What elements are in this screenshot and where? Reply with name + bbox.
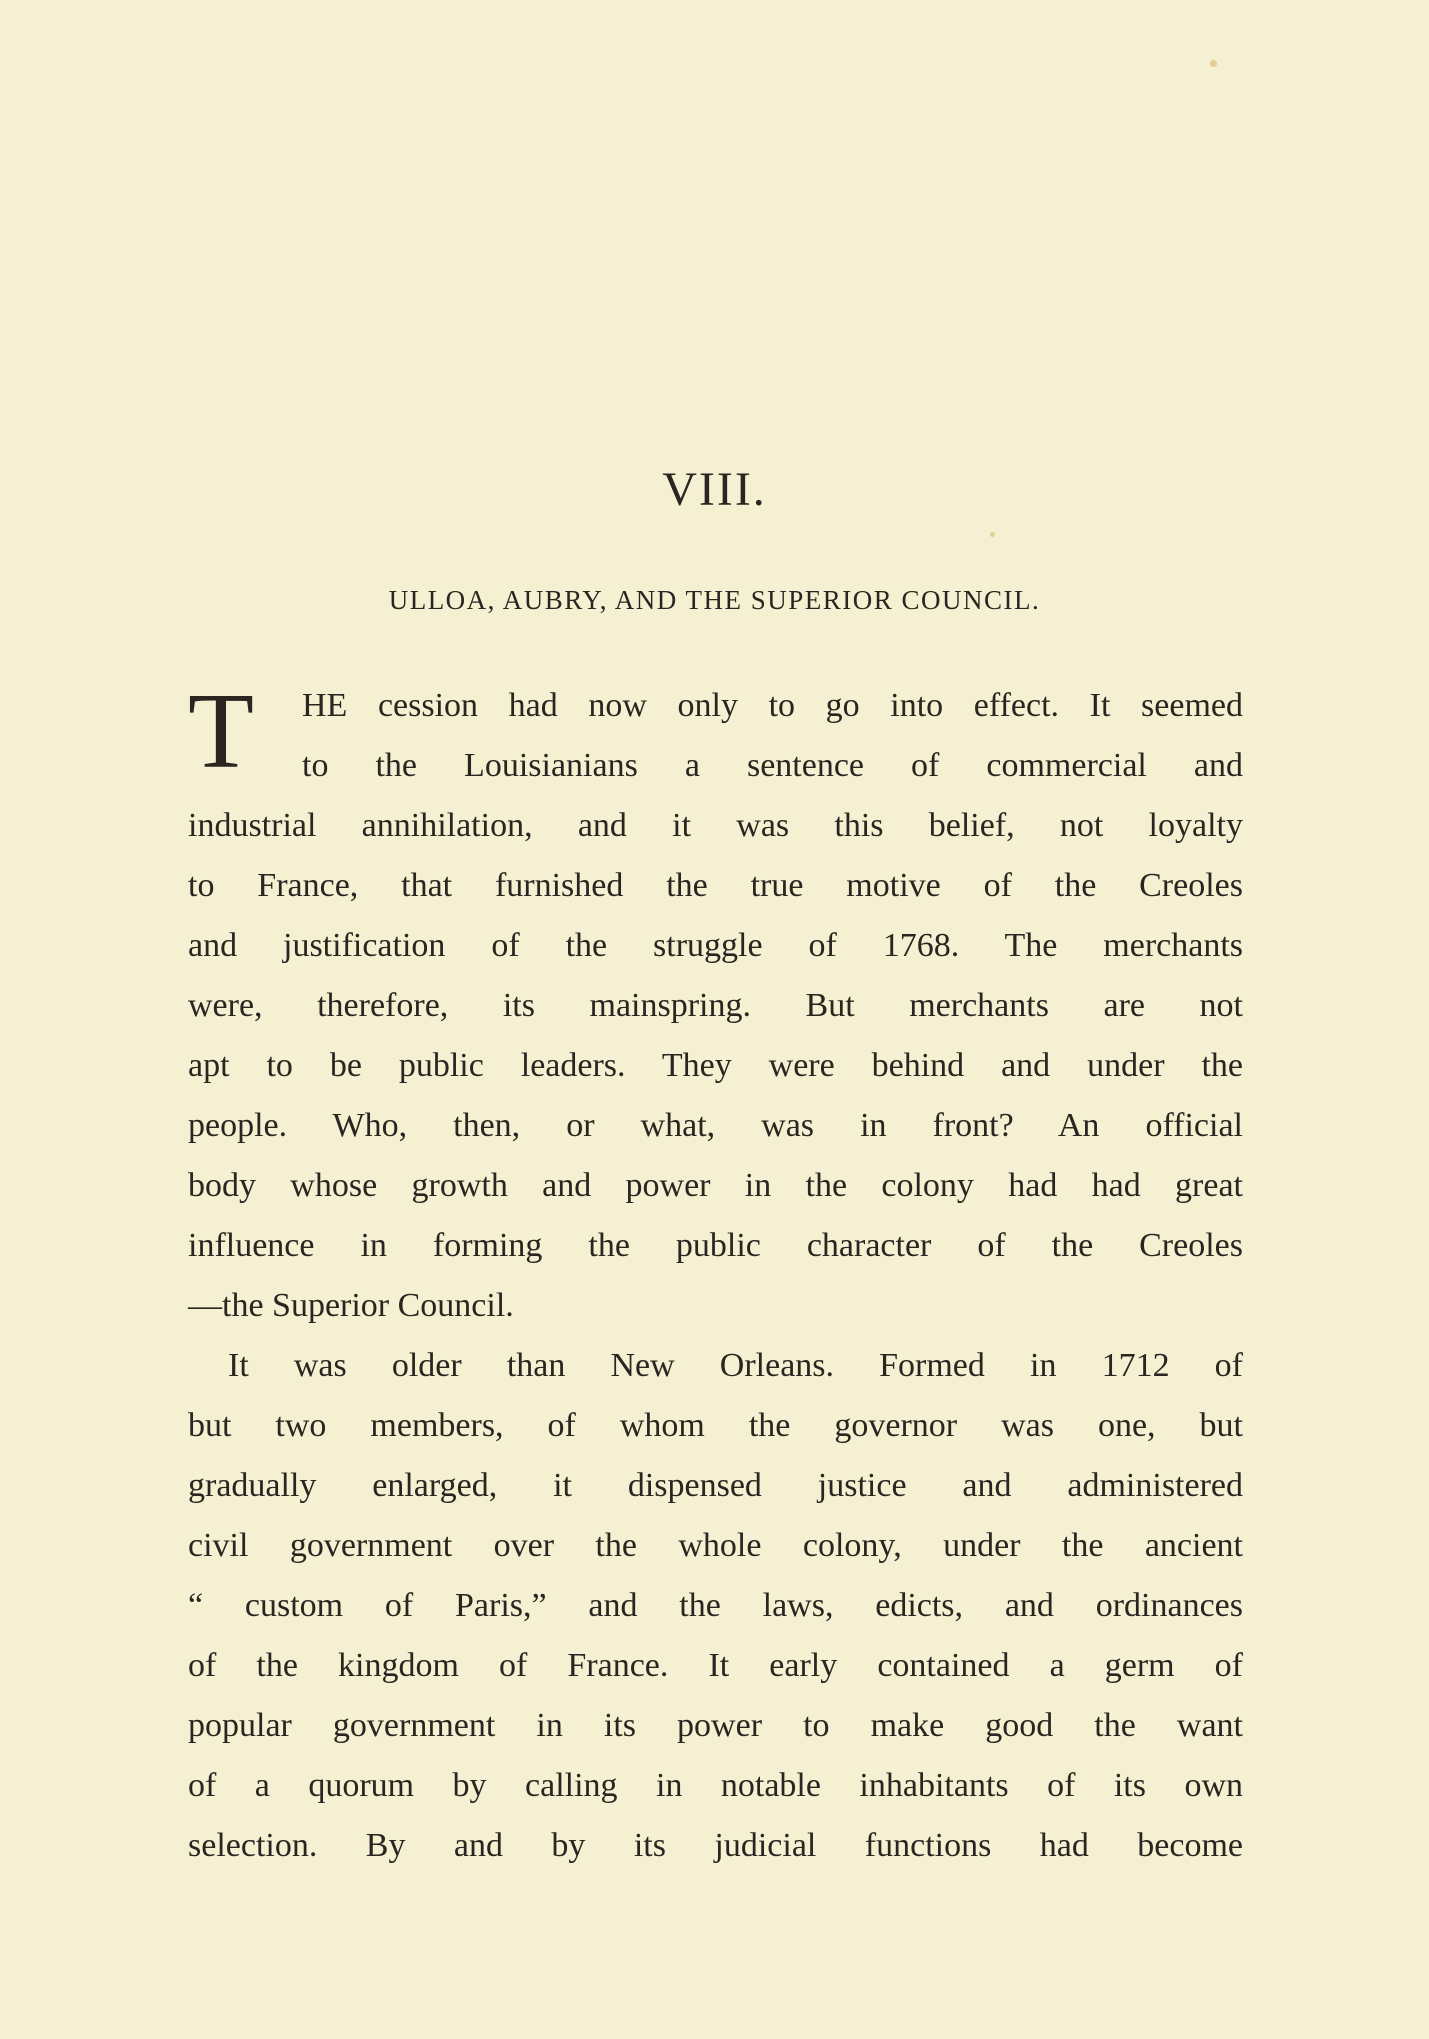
chapter-number: VIII.: [662, 463, 767, 516]
paragraph-2: [188, 1336, 1243, 1876]
text-line: people. Who, then, or what, was in front? An official: [188, 1107, 1243, 1144]
paper-speck: [1210, 60, 1217, 67]
text-line: were, therefore, its mainspring. But merchants are not: [188, 987, 1243, 1024]
drop-cap: T: [188, 678, 254, 788]
chapter-title: ULLOA, AUBRY, AND THE SUPERIOR COUNCIL.: [388, 585, 1041, 615]
text-line: popular government in its power to make good the want: [188, 1707, 1243, 1744]
text-line: HE cession had now only to go into effect. It seemed: [302, 687, 1243, 724]
text-line: It was older than New Orleans. Formed in 1712 of: [228, 1347, 1243, 1384]
text-line: civil government over the whole colony, under the ancient: [188, 1527, 1243, 1564]
text-line: and justification of the struggle of 1768. The merchants: [188, 927, 1243, 964]
text-line: of a quorum by calling in notable inhabitants of its own: [188, 1767, 1243, 1804]
text-line: of the kingdom of France. It early contained a germ of: [188, 1647, 1243, 1684]
text-line: —the Superior Council.: [188, 1287, 514, 1324]
text-line: to the Louisianians a sentence of commercial and: [302, 747, 1243, 784]
text-line: apt to be public leaders. They were behind and under the: [188, 1047, 1243, 1084]
paragraph-1: [188, 676, 1243, 1336]
text-line: industrial annihilation, and it was this belief, not loyalty: [188, 807, 1243, 844]
text-line: “ custom of Paris,” and the laws, edicts, and ordinances: [188, 1587, 1243, 1624]
text-line: influence in forming the public character of the Creoles: [188, 1227, 1243, 1264]
body-text: [188, 676, 1243, 1876]
text-line: but two members, of whom the governor was one, but: [188, 1407, 1243, 1444]
text-line: body whose growth and power in the colony had had great: [188, 1167, 1243, 1204]
text-line: selection. By and by its judicial functions had become: [188, 1827, 1243, 1864]
text-line: to France, that furnished the true motive of the Creoles: [188, 867, 1243, 904]
paper-speck: [990, 532, 995, 537]
text-line: gradually enlarged, it dispensed justice and administered: [188, 1467, 1243, 1504]
